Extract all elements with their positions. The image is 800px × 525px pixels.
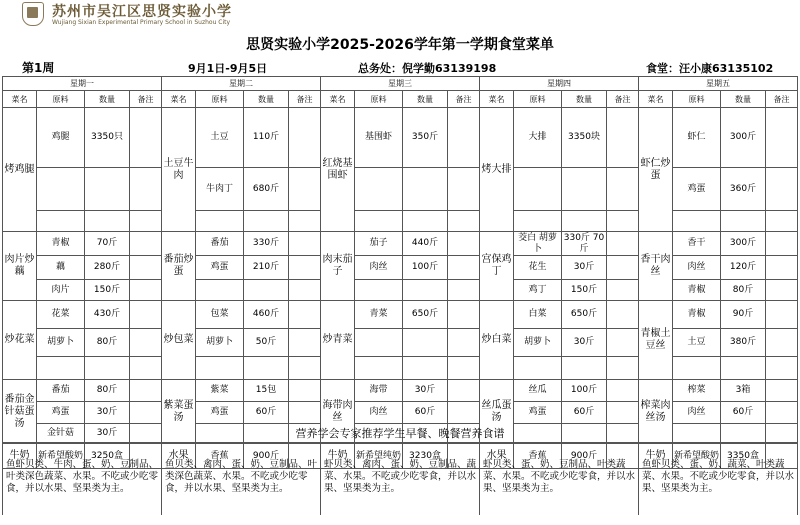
nutrition-column: 虾贝类、蛋、奶、豆制品、叶类蔬菜、水果。不吃或少吃零食，并以水果、坚果类为主。: [480, 443, 639, 515]
ingredient-cell: 榨菜: [673, 380, 721, 402]
note-cell: [448, 301, 480, 329]
note-cell: [130, 108, 162, 168]
quantity-cell: 3230盒: [403, 444, 448, 469]
dish-name: 肉片炒藕: [3, 232, 37, 301]
quantity-cell: 150斤: [85, 280, 130, 301]
note-cell: [607, 357, 639, 380]
quantity-cell: [403, 280, 448, 301]
note-cell: [289, 108, 321, 168]
note-cell: [289, 232, 321, 256]
nutrition-column: 鱼虾贝类、蛋、奶、蔬菜、叶类蔬菜、水果。不吃或少吃零食，并以水果、坚果类为主。: [639, 443, 798, 515]
ingredient-cell: [37, 211, 85, 232]
ingredient-cell: [37, 357, 85, 380]
ingredient-cell: 青椒: [37, 232, 85, 256]
note-cell: [448, 232, 480, 256]
note-cell: [448, 256, 480, 280]
note-cell: [130, 256, 162, 280]
ingredient-cell: 肉丝: [355, 402, 403, 424]
quantity-cell: 3250盒: [85, 444, 130, 469]
note-cell: [766, 402, 798, 424]
note-cell: [130, 402, 162, 424]
ingredient-cell: 金针菇: [37, 424, 85, 444]
quantity-cell: 650斤: [562, 301, 607, 329]
note-cell: [766, 280, 798, 301]
ingredient-cell: 胡萝卜: [37, 329, 85, 357]
dish-name: 炒花菜: [3, 301, 37, 380]
quantity-cell: 150斤: [562, 280, 607, 301]
ingredient-cell: [355, 211, 403, 232]
ingredient-cell: [196, 280, 244, 301]
quantity-cell: 70斤: [85, 232, 130, 256]
quantity-cell: [244, 280, 289, 301]
dish-name: 牛奶: [321, 444, 355, 469]
quantity-cell: [562, 357, 607, 380]
quantity-cell: 900斤: [562, 444, 607, 469]
ingredient-cell: 基围虾: [355, 108, 403, 168]
quantity-cell: 100斤: [403, 256, 448, 280]
ingredient-cell: 肉丝: [673, 256, 721, 280]
dish-name: 肉末茄子: [321, 232, 355, 301]
note-cell: [289, 211, 321, 232]
note-cell: [289, 301, 321, 329]
note-cell: [607, 329, 639, 357]
column-header-qty: 数量: [85, 91, 130, 108]
ingredient-cell: 鸡蛋: [673, 168, 721, 211]
note-cell: [448, 402, 480, 424]
column-header-dish: 菜名: [321, 91, 355, 108]
date-range: 9月1日-9月5日: [188, 62, 268, 75]
note-cell: [130, 329, 162, 357]
column-header-qty: 数量: [403, 91, 448, 108]
quantity-cell: [403, 211, 448, 232]
column-header-qty: 数量: [562, 91, 607, 108]
quantity-cell: 30斤: [403, 380, 448, 402]
ingredient-cell: 番茄: [37, 380, 85, 402]
quantity-cell: 3350只: [85, 108, 130, 168]
column-header-note: 备注: [289, 91, 321, 108]
column-header-note: 备注: [607, 91, 639, 108]
note-cell: [766, 256, 798, 280]
note-cell: [289, 380, 321, 402]
ingredient-cell: 青椒: [673, 301, 721, 329]
note-cell: [766, 232, 798, 256]
note-cell: [289, 357, 321, 380]
column-header-ingredient: 原料: [355, 91, 403, 108]
dish-name: 牛奶: [639, 444, 673, 469]
quantity-cell: [244, 211, 289, 232]
ingredient-cell: [514, 211, 562, 232]
dish-name: 牛奶: [3, 444, 37, 469]
dish-name: 烤鸡腿: [3, 108, 37, 232]
column-header-qty: 数量: [721, 91, 766, 108]
note-cell: [766, 329, 798, 357]
note-cell: [766, 357, 798, 380]
quantity-cell: 350斤: [403, 108, 448, 168]
quantity-cell: 30斤: [562, 329, 607, 357]
quantity-cell: 60斤: [244, 402, 289, 424]
dish-name: 紫菜蛋汤: [162, 380, 196, 444]
page-title: 思贤实验小学2025-2026学年第一学期食堂菜单: [246, 37, 554, 53]
ingredient-cell: [514, 168, 562, 211]
ingredient-cell: 香蕉: [514, 444, 562, 469]
note-cell: [766, 380, 798, 402]
ingredient-cell: 新希望纯奶: [355, 444, 403, 469]
column-header-dish: 菜名: [480, 91, 514, 108]
quantity-cell: 30斤: [85, 424, 130, 444]
quantity-cell: 80斤: [85, 329, 130, 357]
quantity-cell: [403, 329, 448, 357]
general-office-contact: 总务处：倪学勤63139198: [358, 62, 497, 75]
ingredient-cell: 新希望酸奶: [37, 444, 85, 469]
day-header: 星期五: [639, 77, 798, 91]
ingredient-cell: 鸡腿: [37, 108, 85, 168]
quantity-cell: 680斤: [244, 168, 289, 211]
quantity-cell: [403, 168, 448, 211]
note-cell: [448, 211, 480, 232]
quantity-cell: [85, 211, 130, 232]
note-cell: [607, 211, 639, 232]
note-cell: [607, 168, 639, 211]
nutrition-title: 营养学会专家推荐学生早餐、晚餐营养食谱: [295, 427, 505, 440]
quantity-cell: 460斤: [244, 301, 289, 329]
ingredient-cell: 青菜: [355, 301, 403, 329]
ingredient-cell: 茭白 胡萝卜: [514, 232, 562, 256]
note-cell: [448, 168, 480, 211]
quantity-cell: [721, 357, 766, 380]
ingredient-cell: 包菜: [196, 301, 244, 329]
ingredient-cell: [355, 357, 403, 380]
quantity-cell: 50斤: [244, 329, 289, 357]
school-logo-icon: [22, 2, 44, 26]
week-label: 第1周: [22, 61, 55, 75]
quantity-cell: 80斤: [721, 280, 766, 301]
ingredient-cell: 土豆: [196, 108, 244, 168]
nutrition-column: 鱼贝类、禽肉、蛋、奶、豆制品、叶类深色蔬菜、水果。不吃或少吃零食，并以水果、坚果类为主。: [162, 443, 321, 515]
ingredient-cell: 鸡蛋: [37, 402, 85, 424]
quantity-cell: 380斤: [721, 329, 766, 357]
note-cell: [289, 256, 321, 280]
ingredient-cell: [673, 357, 721, 380]
quantity-cell: 60斤: [562, 402, 607, 424]
column-header-ingredient: 原料: [514, 91, 562, 108]
ingredient-cell: 鸡蛋: [196, 256, 244, 280]
quantity-cell: 440斤: [403, 232, 448, 256]
quantity-cell: 330斤 70斤: [562, 232, 607, 256]
quantity-cell: 650斤: [403, 301, 448, 329]
dish-name: 炒青菜: [321, 301, 355, 380]
column-header-qty: 数量: [244, 91, 289, 108]
note-cell: [766, 108, 798, 168]
note-cell: [607, 402, 639, 424]
dish-name: 红烧基围虾: [321, 108, 355, 232]
ingredient-cell: 白菜: [514, 301, 562, 329]
column-header-ingredient: 原料: [37, 91, 85, 108]
nutrition-column: 鱼虾贝类、牛肉、蛋、奶、豆制品、叶类深色蔬菜、水果。不吃或少吃零食，并以水果、坚果类为主。: [2, 443, 162, 515]
ingredient-cell: 肉片: [37, 280, 85, 301]
ingredient-cell: 藕: [37, 256, 85, 280]
quantity-cell: 3350块: [562, 108, 607, 168]
note-cell: [607, 108, 639, 168]
quantity-cell: [721, 211, 766, 232]
ingredient-cell: [355, 329, 403, 357]
note-cell: [607, 301, 639, 329]
ingredient-cell: 青椒: [673, 280, 721, 301]
dish-name: 烤大排: [480, 108, 514, 232]
nutrition-section: [2, 442, 798, 515]
note-cell: [448, 357, 480, 380]
ingredient-cell: 海带: [355, 380, 403, 402]
dish-name: 番茄金针菇蛋汤: [3, 380, 37, 444]
menu-table: [2, 76, 798, 469]
day-header: 星期三: [321, 77, 480, 91]
quantity-cell: [562, 211, 607, 232]
note-cell: [289, 402, 321, 424]
quantity-cell: 300斤: [721, 232, 766, 256]
day-header: 星期四: [480, 77, 639, 91]
ingredient-cell: 鸡蛋: [514, 402, 562, 424]
note-cell: [607, 380, 639, 402]
quantity-cell: 300斤: [721, 108, 766, 168]
quantity-cell: [562, 168, 607, 211]
ingredient-cell: [196, 211, 244, 232]
dish-name: 香干肉丝: [639, 232, 673, 301]
column-header-note: 备注: [130, 91, 162, 108]
column-header-dish: 菜名: [3, 91, 37, 108]
dish-name: 水果: [480, 444, 514, 469]
note-cell: [448, 280, 480, 301]
dish-name: 青椒土豆丝: [639, 301, 673, 380]
ingredient-cell: 花菜: [37, 301, 85, 329]
note-cell: [289, 329, 321, 357]
ingredient-cell: 胡萝卜: [196, 329, 244, 357]
quantity-cell: 15包: [244, 380, 289, 402]
note-cell: [289, 168, 321, 211]
quantity-cell: [85, 357, 130, 380]
column-header-ingredient: 原料: [196, 91, 244, 108]
ingredient-cell: 花生: [514, 256, 562, 280]
note-cell: [130, 357, 162, 380]
quantity-cell: 900斤: [244, 444, 289, 469]
column-header-dish: 菜名: [639, 91, 673, 108]
quantity-cell: 30斤: [562, 256, 607, 280]
ingredient-cell: 丝瓜: [514, 380, 562, 402]
note-cell: [607, 256, 639, 280]
quantity-cell: 280斤: [85, 256, 130, 280]
column-header-ingredient: 原料: [673, 91, 721, 108]
ingredient-cell: 鸡蛋: [196, 402, 244, 424]
note-cell: [448, 108, 480, 168]
ingredient-cell: 茄子: [355, 232, 403, 256]
day-header: 星期二: [162, 77, 321, 91]
quantity-cell: [403, 357, 448, 380]
quantity-cell: 110斤: [244, 108, 289, 168]
ingredient-cell: 肉丝: [355, 256, 403, 280]
dish-name: 虾仁炒蛋: [639, 108, 673, 232]
quantity-cell: 30斤: [85, 402, 130, 424]
quantity-cell: 120斤: [721, 256, 766, 280]
quantity-cell: 360斤: [721, 168, 766, 211]
ingredient-cell: 香蕉: [196, 444, 244, 469]
dish-name: 榨菜肉丝汤: [639, 380, 673, 444]
ingredient-cell: 土豆: [673, 329, 721, 357]
ingredient-cell: [355, 168, 403, 211]
school-name-en: Wujiang Sixian Experimental Primary School in Suzhou City: [52, 19, 231, 26]
dish-name: 丝瓜蛋汤: [480, 380, 514, 444]
note-cell: [766, 168, 798, 211]
ingredient-cell: 紫菜: [196, 380, 244, 402]
note-cell: [130, 280, 162, 301]
note-cell: [130, 301, 162, 329]
dish-name: 炒包菜: [162, 301, 196, 380]
ingredient-cell: [514, 357, 562, 380]
quantity-cell: 90斤: [721, 301, 766, 329]
ingredient-cell: [673, 211, 721, 232]
ingredient-cell: 虾仁: [673, 108, 721, 168]
dish-name: 水果: [162, 444, 196, 469]
quantity-cell: 60斤: [403, 402, 448, 424]
school-name: 苏州市吴江区思贤实验小学: [52, 4, 232, 20]
ingredient-cell: [196, 357, 244, 380]
ingredient-cell: 新希望酸奶: [673, 444, 721, 469]
ingredient-cell: 大排: [514, 108, 562, 168]
ingredient-cell: [37, 168, 85, 211]
note-cell: [289, 280, 321, 301]
ingredient-cell: 香干: [673, 232, 721, 256]
note-cell: [766, 301, 798, 329]
quantity-cell: 330斤: [244, 232, 289, 256]
column-header-note: 备注: [448, 91, 480, 108]
note-cell: [766, 211, 798, 232]
quantity-cell: 60斤: [721, 402, 766, 424]
quantity-cell: 3箱: [721, 380, 766, 402]
canteen-contact: 食堂：汪小康63135102: [646, 62, 774, 75]
dish-name: 炒白菜: [480, 301, 514, 380]
quantity-cell: 210斤: [244, 256, 289, 280]
dish-name: 海带肉丝: [321, 380, 355, 444]
dish-name: 番茄炒蛋: [162, 232, 196, 301]
column-header-dish: 菜名: [162, 91, 196, 108]
note-cell: [607, 280, 639, 301]
quantity-cell: 3350盒: [721, 444, 766, 469]
nutrition-column: 虾贝类、禽肉、蛋、奶、豆制品、蔬菜、水果。不吃或少吃零食，并以水果、坚果类为主。: [321, 443, 480, 515]
note-cell: [448, 380, 480, 402]
ingredient-cell: [355, 280, 403, 301]
ingredient-cell: 肉丝: [673, 402, 721, 424]
note-cell: [130, 380, 162, 402]
quantity-cell: [85, 168, 130, 211]
note-cell: [130, 168, 162, 211]
ingredient-cell: 牛肉丁: [196, 168, 244, 211]
note-cell: [130, 232, 162, 256]
quantity-cell: 80斤: [85, 380, 130, 402]
note-cell: [130, 211, 162, 232]
ingredient-cell: 胡萝卜: [514, 329, 562, 357]
day-header: 星期一: [3, 77, 162, 91]
dish-name: 宫保鸡丁: [480, 232, 514, 301]
ingredient-cell: 番茄: [196, 232, 244, 256]
column-header-note: 备注: [766, 91, 798, 108]
ingredient-cell: 鸡丁: [514, 280, 562, 301]
note-cell: [607, 232, 639, 256]
note-cell: [448, 329, 480, 357]
quantity-cell: 430斤: [85, 301, 130, 329]
quantity-cell: [244, 357, 289, 380]
dish-name: 土豆牛肉: [162, 108, 196, 232]
quantity-cell: 100斤: [562, 380, 607, 402]
